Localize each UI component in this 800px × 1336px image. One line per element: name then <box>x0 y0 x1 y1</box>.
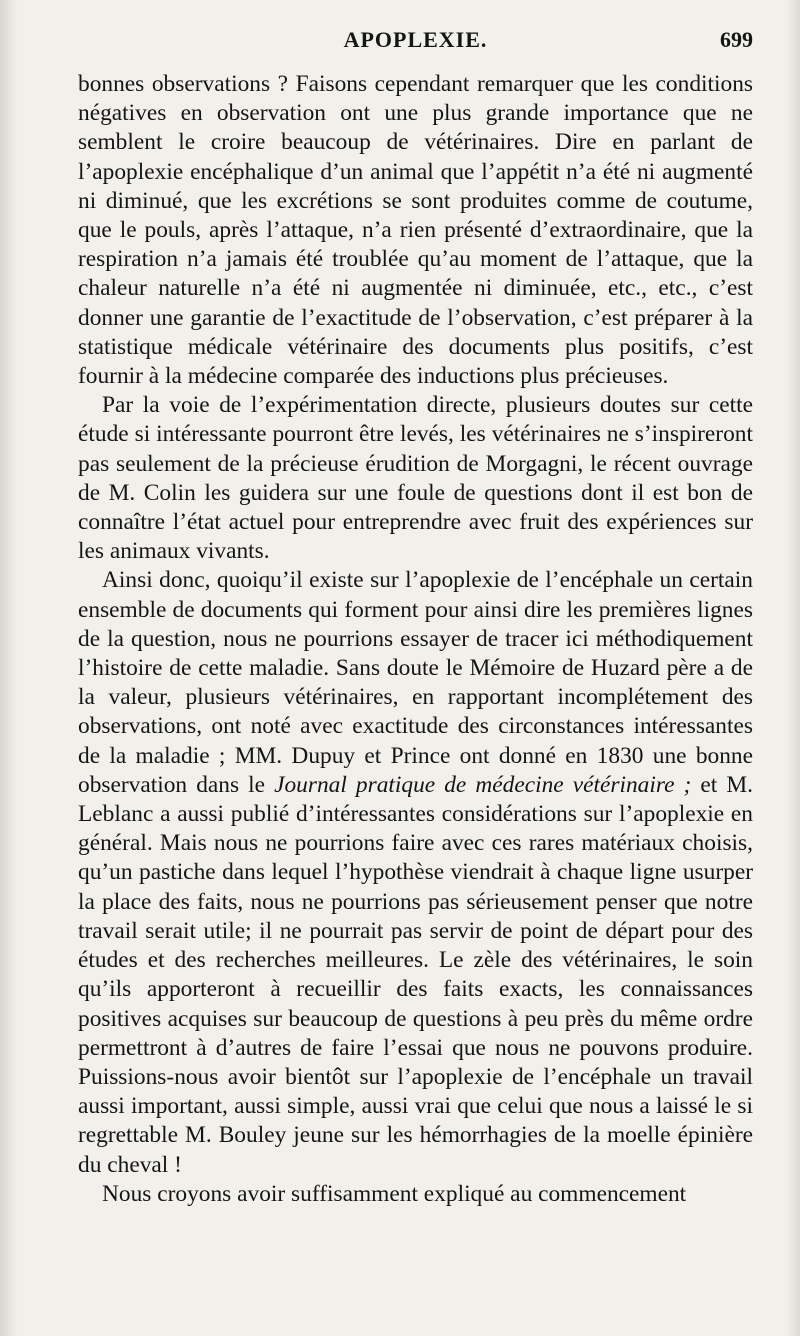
page-header <box>78 27 753 61</box>
running-title: APOPLEXIE. <box>343 27 488 52</box>
paragraph-3-part-b: et M. Leblanc a aussi publié d’intéressantes considérations sur l’apoplexie en général. Mais nous ne pourrions faire avec ces rares matériaux choisis, qu’un pastiche dans lequel l’hypothèse viendrait à chaque ligne usurper la place des faits, nous ne pourrions pas sérieusement penser que notre travail serait utile; il ne pourrait pas servir de point de départ pour des études et des recherches meilleures. Le zèle des vétérinaires, le soin qu’ils apporteront à recueillir des faits exacts, les connaissances positives acquises sur beaucoup de questions à peu près du même ordre permettront à d’autres de faire l’essai que nous ne pouvons produire. Puissions-nous avoir bientôt sur l’apoplexie de l’encéphale un travail aussi important, aussi simple, aussi vrai que celui que nous a laissé le si regrettable M. Bouley jeune sur les hémorrhagies de la moelle épinière du cheval ! <box>78 771 753 1178</box>
body-text <box>78 70 753 1209</box>
page-edge-shadow-right <box>786 0 800 1336</box>
paragraph-1: bonnes observations ? Faisons cependant remarquer que les conditions négatives en observation ont une plus grande importance que ne semblent le croire beaucoup de vétérinaires. Dire en parlant de l’apoplexie encéphalique d’un animal que l’appétit n’a été ni augmenté ni diminué, que les excrétions se sont produites comme de coutume, que le pouls, après l’attaque, n’a rien présenté d’extraordinaire, que la respiration n’a jamais été troublée qu’au moment de l’attaque, que la chaleur naturelle n’a été ni augmentée ni diminuée, etc., etc., c’est donner une garantie de l’exactitude de l’observation, c’est préparer à la statistique médicale vétérinaire des documents plus positifs, c’est fournir à la médecine comparée des inductions plus précieuses. <box>78 71 753 390</box>
paragraph-3 <box>78 566 753 1179</box>
paragraph-3-part-a: Ainsi donc, quoiqu’il existe sur l’apoplexie de l’encéphale un certain ensemble de documents qui forment pour ainsi dire les premières lignes de la question, nous ne pourrions essayer de tracer ici méthodiquement l’histoire de cette maladie. Sans doute le Mémoire de Huzard père a de la valeur, plusieurs vétérinaires, en rapportant incomplétement des observations, ont noté avec exactitude des circonstances intéressantes de la maladie ; MM. Dupuy et Prince ont donné en 1830 une bonne observation dans le <box>78 567 753 798</box>
paragraph-2: Par la voie de l’expérimentation directe, plusieurs doutes sur cette étude si intéressante pourront être levés, les vétérinaires ne s’inspireront pas seulement de la précieuse érudition de Morgagni, le récent ouvrage de M. Colin les guidera sur une foule de questions dont il est bon de connaître l’état actuel pour entreprendre avec fruit des expériences sur les animaux vivants. <box>78 392 753 565</box>
page-edge-shadow-left <box>0 0 18 1336</box>
paragraph-4: Nous croyons avoir suffisamment expliqué au commencement <box>102 1180 687 1207</box>
page-number: 699 <box>720 27 753 52</box>
journal-title: Journal pratique de médecine vétérinaire ; <box>274 771 692 798</box>
